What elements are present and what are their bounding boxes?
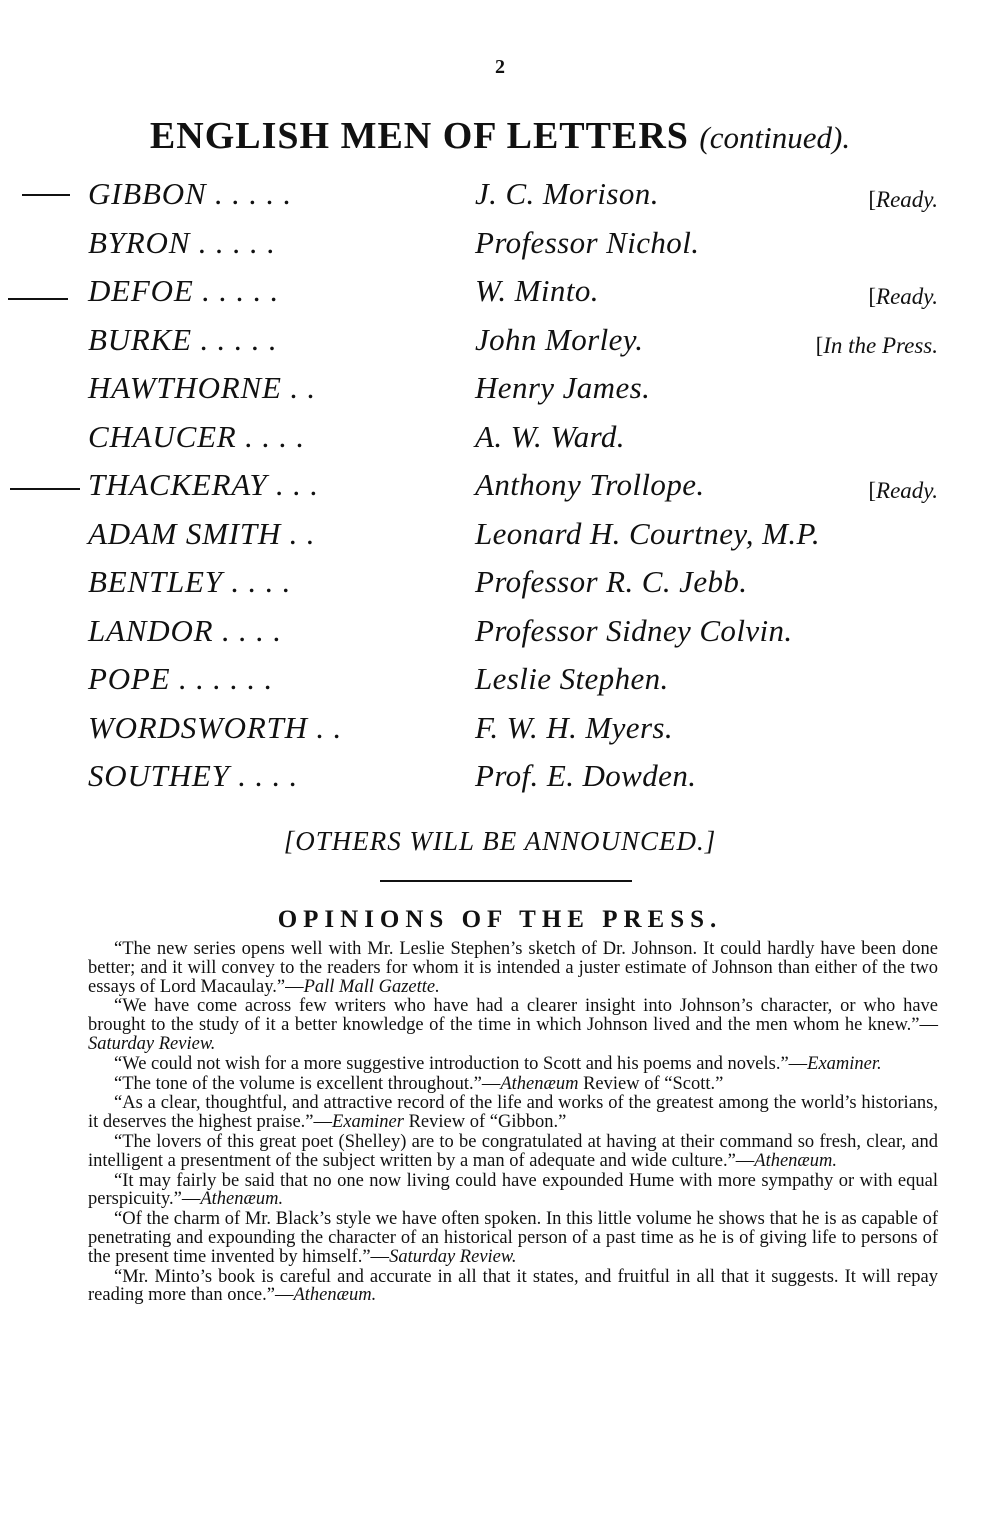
review-quote: “We could not wish for a more suggestive introduction to Scott and his poems and novels.”— bbox=[114, 1053, 808, 1074]
margin-mark bbox=[8, 298, 68, 300]
entry-author: W. Minto. bbox=[475, 273, 599, 308]
entry-subject bbox=[88, 758, 298, 794]
subject-name: LANDOR bbox=[88, 612, 214, 648]
dot-leader: . . . . bbox=[238, 758, 299, 793]
subject-name: BENTLEY bbox=[88, 564, 223, 599]
page-number: 2 bbox=[495, 56, 505, 78]
entry-subject bbox=[88, 370, 316, 406]
subject-name: SOUTHEY bbox=[88, 758, 230, 793]
dot-leader: . . bbox=[290, 370, 316, 405]
series-entry bbox=[0, 366, 1000, 415]
dot-leader: . . . . . bbox=[215, 176, 292, 211]
entry-subject bbox=[88, 273, 279, 309]
entry-author: F. W. H. Myers. bbox=[475, 709, 674, 745]
review-source-note: Review of “Scott.” bbox=[578, 1073, 724, 1094]
review-quote: “Of the charm of Mr. Black’s style we have often spoken. In this little volume he shows that he is as capable of penetrating and expounding the character of an historical person of a past time as he is of giving life to persons of the present time invented by himself.”— bbox=[88, 1209, 938, 1267]
dot-leader: . . bbox=[289, 515, 316, 551]
dot-leader: . . . . bbox=[231, 564, 292, 599]
series-entry bbox=[0, 512, 1000, 561]
entry-subject bbox=[88, 176, 292, 212]
title-main: ENGLISH MEN OF LETTERS bbox=[149, 115, 689, 157]
status-text: Ready. bbox=[876, 284, 938, 309]
subject-name: BYRON bbox=[88, 224, 191, 260]
opinions-heading: OPINIONS OF THE PRESS. bbox=[277, 906, 723, 933]
dot-leader: . . . . bbox=[221, 612, 282, 648]
entry-author: Professor Sidney Colvin. bbox=[475, 612, 793, 648]
review-source: Saturday Review. bbox=[88, 1033, 216, 1054]
review-quote: “It may fairly be said that no one now living could have expounded Hume with more sympathy or with equal perspicuity.”— bbox=[88, 1170, 938, 1210]
series-entry bbox=[0, 172, 1000, 221]
entry-subject bbox=[88, 225, 276, 261]
press-reviews bbox=[88, 940, 938, 1306]
press-review bbox=[88, 1210, 938, 1266]
subject-name: ADAM SMITH bbox=[88, 515, 282, 551]
margin-mark bbox=[22, 194, 70, 196]
entry-status: [Ready. bbox=[868, 284, 938, 309]
dot-leader: . . . . . bbox=[202, 273, 280, 308]
press-review bbox=[88, 940, 938, 996]
entry-author: Henry James. bbox=[475, 370, 651, 405]
entry-subject bbox=[88, 419, 305, 455]
subject-name: THACKERAY bbox=[88, 467, 268, 502]
status-text: Ready. bbox=[876, 187, 938, 212]
series-list bbox=[0, 172, 1000, 803]
subject-name: GIBBON bbox=[88, 176, 207, 211]
status-text: Ready. bbox=[876, 478, 938, 503]
entry-status: [Ready. bbox=[868, 478, 938, 503]
press-review bbox=[88, 1075, 938, 1094]
review-source: Athenæum. bbox=[293, 1285, 377, 1306]
press-review bbox=[88, 1094, 938, 1132]
entry-author: John Morley. bbox=[475, 321, 644, 357]
entry-author: Leonard H. Courtney, M.P. bbox=[475, 515, 820, 551]
entry-author: Prof. E. Dowden. bbox=[475, 758, 697, 793]
review-source: Examiner bbox=[332, 1112, 404, 1133]
announcement: [OTHERS WILL BE ANNOUNCED.] bbox=[283, 826, 717, 856]
entry-author: Professor R. C. Jebb. bbox=[475, 564, 748, 599]
subject-name: CHAUCER bbox=[88, 418, 237, 454]
status-text: In the Press. bbox=[823, 332, 938, 358]
page-title bbox=[0, 114, 1000, 158]
review-quote: “The tone of the volume is excellent throughout.”— bbox=[114, 1073, 501, 1094]
series-entry bbox=[0, 609, 1000, 658]
subject-name: BURKE bbox=[88, 321, 192, 357]
review-quote: “The new series opens well with Mr. Leslie Stephen’s sketch of Dr. Johnson. It could hardly have been done better; and it will convey to the readers for whom it is intended a juster estimate of Johnson than either of the two essays of Lord Macaulay.”— bbox=[88, 939, 938, 997]
entry-author: J. C. Morison. bbox=[475, 176, 659, 211]
press-review bbox=[88, 997, 938, 1053]
entry-subject bbox=[88, 661, 273, 697]
review-quote: “The lovers of this great poet (Shelley) are to be congratulated at having at their command so fresh, clear, and intelligent a presentment of the subject written by a man of adequate and wide culture.”— bbox=[88, 1131, 938, 1171]
press-review bbox=[88, 1172, 938, 1210]
press-review bbox=[88, 1133, 938, 1171]
review-source: Pall Mall Gazette. bbox=[303, 976, 440, 997]
review-source: Examiner. bbox=[807, 1053, 882, 1074]
series-entry bbox=[0, 221, 1000, 270]
review-quote: “We have come across few writers who have had a clearer insight into Johnson’s character, or who have brought to the study of it a better knowledge of the time in which Johnson lived and the men whom he knew.”— bbox=[88, 996, 938, 1036]
margin-mark bbox=[10, 488, 80, 490]
series-entry bbox=[0, 415, 1000, 464]
dot-leader: . . . . bbox=[245, 418, 305, 454]
title-continued: (continued). bbox=[699, 120, 851, 155]
subject-name: HAWTHORNE bbox=[88, 370, 282, 405]
dot-leader: . . . . . . bbox=[178, 661, 274, 696]
entry-subject bbox=[88, 564, 291, 600]
review-source-note: Review of “Gibbon.” bbox=[403, 1112, 567, 1133]
review-source: Athenæum bbox=[500, 1073, 579, 1094]
entry-subject bbox=[88, 613, 282, 649]
entry-subject bbox=[88, 322, 277, 358]
dot-leader: . . . . . bbox=[200, 321, 278, 357]
entry-author: Professor Nichol. bbox=[475, 224, 700, 260]
series-entry bbox=[0, 463, 1000, 512]
review-source: Athenæum. bbox=[200, 1189, 284, 1210]
entry-subject bbox=[88, 467, 319, 503]
review-source: Saturday Review. bbox=[389, 1246, 517, 1267]
series-entry bbox=[0, 318, 1000, 367]
dot-leader: . . . . . bbox=[198, 224, 276, 260]
entry-subject bbox=[88, 710, 342, 746]
review-quote: “As a clear, thoughtful, and attractive record of the life and works of the greatest among the world’s historians, it deserves the highest praise.”— bbox=[88, 1093, 938, 1133]
subject-name: WORDSWORTH bbox=[88, 709, 308, 745]
series-entry bbox=[0, 269, 1000, 318]
press-review bbox=[88, 1268, 938, 1306]
entry-subject bbox=[88, 516, 315, 552]
dot-leader: . . bbox=[316, 709, 343, 745]
dot-leader: . . . bbox=[276, 467, 319, 502]
entry-author: A. W. Ward. bbox=[475, 418, 625, 454]
subject-name: POPE bbox=[88, 661, 171, 696]
series-entry bbox=[0, 706, 1000, 755]
entry-status: [In the Press. bbox=[815, 332, 938, 358]
series-entry bbox=[0, 754, 1000, 803]
section-divider bbox=[380, 880, 632, 882]
review-source: Athenæum. bbox=[754, 1150, 838, 1171]
entry-author: Leslie Stephen. bbox=[475, 661, 669, 696]
subject-name: DEFOE bbox=[88, 273, 194, 308]
series-entry bbox=[0, 657, 1000, 706]
series-entry bbox=[0, 560, 1000, 609]
entry-status: [Ready. bbox=[868, 187, 938, 212]
entry-author: Anthony Trollope. bbox=[475, 467, 705, 502]
review-quote: “Mr. Minto’s book is careful and accurate in all that it states, and fruitful in all that it suggests. It will repay reading more than once.”— bbox=[88, 1266, 938, 1306]
press-review bbox=[88, 1055, 938, 1074]
